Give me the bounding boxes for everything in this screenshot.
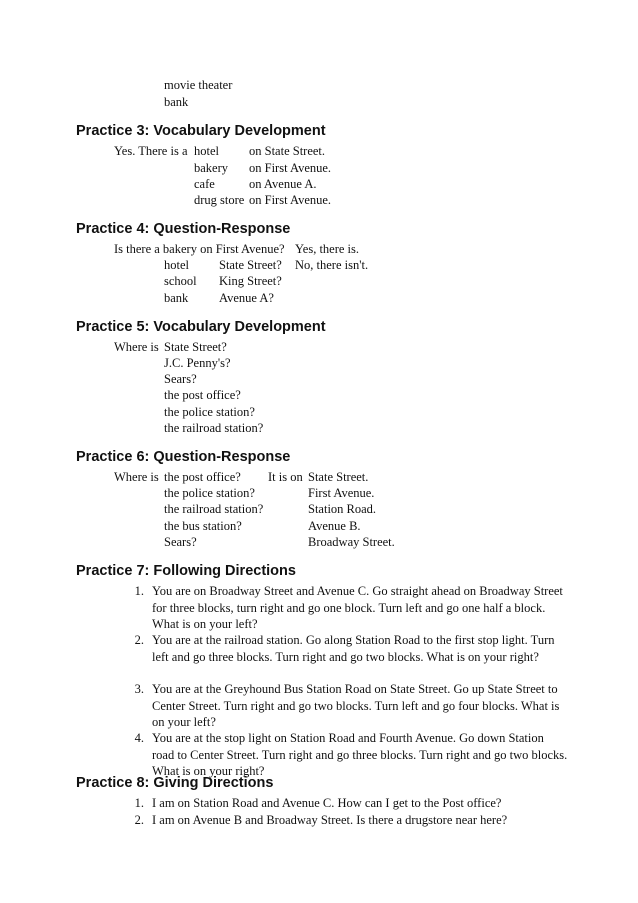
p5-item: the police station? — [164, 405, 255, 419]
p7-list-item — [118, 632, 568, 665]
p4-question: Is there a bakery on First Avenue? — [114, 242, 285, 256]
p6-lead: Where is — [114, 470, 159, 484]
p5-item: J.C. Penny's? — [164, 356, 231, 370]
p7-item-number: 4. — [134, 731, 144, 745]
p5-item: the post office? — [164, 388, 241, 402]
p7-item-number: 2. — [134, 633, 144, 647]
p3-location: on First Avenue. — [249, 193, 332, 207]
p4-place: school — [164, 274, 197, 288]
p4-answer-yes: Yes, there is. — [295, 242, 360, 256]
practice-4-heading: Practice 4: Question-Response — [76, 221, 291, 237]
p7-item-text: You are at the railroad station. Go along Station Road to the first stop light. Turn left and go three blocks. Turn right and go two blocks. What is on your right? — [152, 633, 555, 664]
p3-place: drug store — [194, 193, 245, 207]
p7-list-item — [118, 730, 568, 780]
p6-answer: Avenue B. — [308, 519, 361, 533]
p8-item-text: I am on Avenue B and Broadway Street. Is there a drugstore near here? — [152, 813, 508, 827]
p4-street: Avenue A? — [219, 291, 274, 305]
p4-street: King Street? — [219, 274, 282, 288]
p5-item: Sears? — [164, 372, 197, 386]
p6-answer: First Avenue. — [308, 486, 375, 500]
p6-answer: Station Road. — [308, 502, 377, 516]
p3-location: on State Street. — [249, 144, 326, 158]
practice-7-heading: Practice 7: Following Directions — [76, 563, 296, 579]
p3-place: cafe — [194, 177, 215, 191]
p6-question: the bus station? — [164, 519, 242, 533]
p4-street: State Street? — [219, 258, 282, 272]
p4-place: bank — [164, 291, 189, 305]
p5-item: the railroad station? — [164, 421, 264, 435]
p8-item-text: I am on Station Road and Avenue C. How can I get to the Post office? — [152, 796, 502, 810]
p7-item-number: 1. — [134, 584, 144, 598]
p5-lead: Where is — [114, 340, 159, 354]
p6-answer-lead: It is on — [268, 470, 303, 484]
p6-question: the post office? — [164, 470, 241, 484]
p6-question: Sears? — [164, 535, 197, 549]
p3-location: on First Avenue. — [249, 161, 332, 175]
p3-place: bakery — [194, 161, 229, 175]
p7-item-number: 3. — [134, 682, 144, 696]
p3-lead: Yes. There is a — [114, 144, 188, 158]
p7-item-text: You are at the Greyhound Bus Station Road on State Street. Go up State Street to Center Street. Turn right and go two blocks. Turn left and go four blocks. What is on your left? — [152, 682, 560, 729]
p8-item-number: 1. — [134, 796, 144, 810]
p6-answer: Broadway Street. — [308, 535, 395, 549]
practice-6-heading: Practice 6: Question-Response — [76, 449, 291, 465]
p6-question: the railroad station? — [164, 502, 264, 516]
practice-8-heading: Practice 8: Giving Directions — [76, 775, 274, 791]
practice-5-heading: Practice 5: Vocabulary Development — [76, 319, 326, 335]
p7-list-item — [118, 681, 568, 731]
p7-item-text: You are on Broadway Street and Avenue C. Go straight ahead on Broadway Street for three blocks, turn right and go one block. Turn left and go one half a block. What is on your left? — [152, 584, 563, 631]
p5-item: State Street? — [164, 340, 227, 354]
p8-item-number: 2. — [134, 813, 144, 827]
p3-place: hotel — [194, 144, 219, 158]
p3-location: on Avenue A. — [249, 177, 317, 191]
p7-list-item — [118, 583, 568, 633]
p6-question: the police station? — [164, 486, 255, 500]
practice-3-heading: Practice 3: Vocabulary Development — [76, 123, 326, 139]
p8-list-item — [118, 812, 568, 829]
p4-place: hotel — [164, 258, 189, 272]
p7-item-text: You are at the stop light on Station Road and Fourth Avenue. Go down Station road to Center Street. Turn right and go three blocks. Turn right and go two blocks. What is on your right? — [152, 731, 568, 778]
p4-answer-no: No, there isn't. — [295, 258, 369, 272]
p8-list-item — [118, 795, 568, 812]
p6-answer: State Street. — [308, 470, 369, 484]
intro-item: movie theater — [164, 78, 233, 92]
intro-item: bank — [164, 95, 189, 109]
